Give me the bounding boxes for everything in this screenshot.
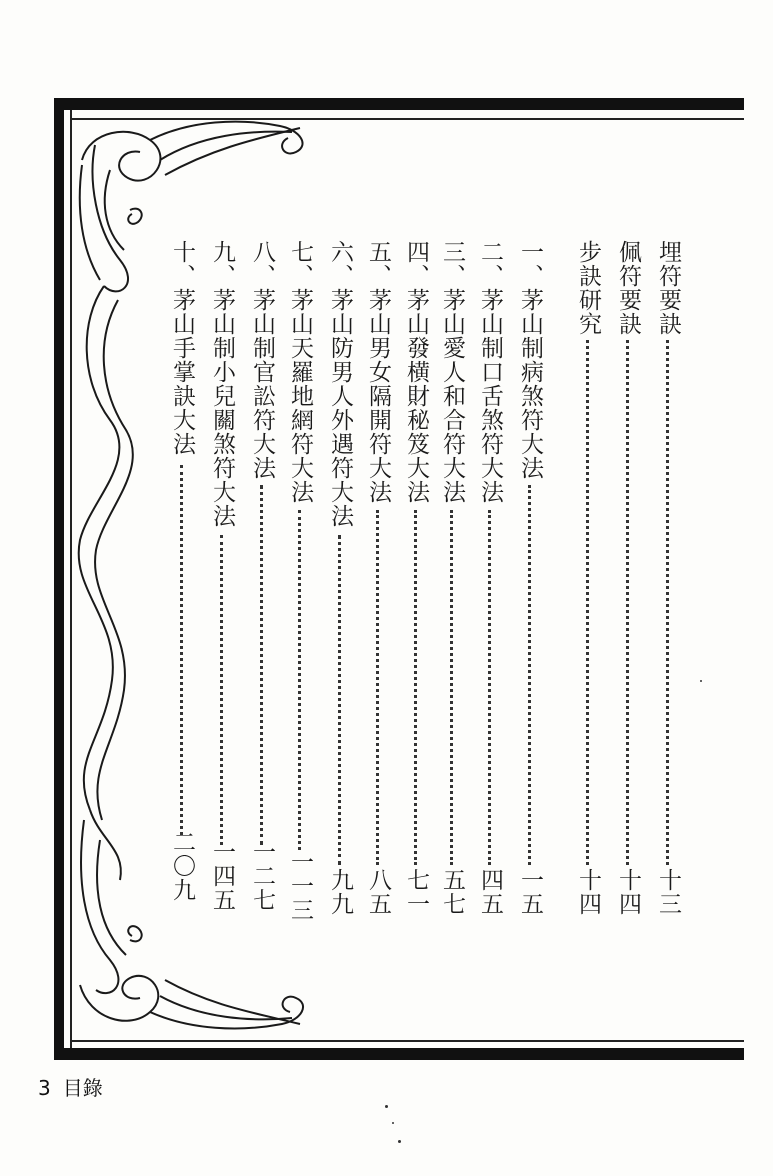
scan-speck: [392, 1122, 394, 1124]
dot-leader: [298, 510, 301, 850]
dot-leader: [414, 510, 417, 865]
toc-entry[interactable]: [358, 240, 398, 920]
section-title: 目錄: [62, 1076, 103, 1100]
entry-page-number: 一五: [517, 868, 543, 916]
entry-page-number: 十四: [575, 868, 601, 916]
page-footer: [38, 1072, 103, 1101]
dot-leader: [626, 340, 629, 865]
entry-title: 一、茅山制病煞符大法: [517, 240, 543, 480]
toc-entry[interactable]: [432, 240, 472, 920]
dot-leader: [586, 340, 589, 865]
entry-page-number: 七一: [403, 868, 429, 916]
dot-leader: [180, 465, 183, 835]
entry-page-number: 八五: [365, 868, 391, 916]
dot-leader: [528, 485, 531, 865]
toc-entry[interactable]: [242, 240, 282, 920]
toc-entry[interactable]: [648, 240, 688, 920]
entry-page-number: 一二七: [249, 840, 275, 912]
dot-leader: [338, 535, 341, 865]
entry-page-number: 一一三: [287, 850, 313, 922]
scan-speck: [385, 1105, 388, 1108]
entry-page-number: 五七: [439, 868, 465, 916]
entry-title: 七、茅山天羅地網符大法: [287, 240, 313, 504]
page-number: 3: [38, 1076, 51, 1100]
entry-page-number: 十四: [615, 868, 641, 916]
entry-page-number: 二〇九: [169, 830, 195, 902]
dot-leader: [220, 535, 223, 845]
entry-title: 二、茅山制口舌煞符大法: [477, 240, 503, 504]
toc-entry[interactable]: [608, 240, 648, 920]
dot-leader: [260, 485, 263, 845]
entry-title: 六、茅山防男人外遇符大法: [327, 240, 353, 528]
entry-title: 四、茅山發横財秘笈大法: [403, 240, 429, 504]
toc-entry[interactable]: [396, 240, 436, 920]
toc-entry[interactable]: [510, 240, 550, 920]
entry-title: 九、茅山制小兒關煞符大法: [209, 240, 235, 528]
entry-page-number: 十三: [655, 868, 681, 916]
entry-title: 八、茅山制官訟符大法: [249, 240, 275, 480]
entry-title: 步訣研究: [575, 240, 601, 336]
scan-speck: [700, 680, 702, 682]
entry-page-number: 四五: [477, 868, 503, 916]
entry-title: 三、茅山愛人和合符大法: [439, 240, 465, 504]
dot-leader: [376, 510, 379, 865]
toc-entry[interactable]: [280, 240, 320, 920]
entry-page-number: 九九: [327, 868, 353, 916]
toc-entry[interactable]: [320, 240, 360, 920]
dot-leader: [488, 510, 491, 865]
entry-title: 佩符要訣: [615, 240, 641, 336]
toc-entry[interactable]: [470, 240, 510, 920]
entry-title: 埋符要訣: [655, 240, 681, 336]
toc-entry[interactable]: [202, 240, 242, 920]
entry-page-number: 一四五: [209, 840, 235, 912]
toc-entry[interactable]: [568, 240, 608, 920]
dot-leader: [450, 510, 453, 865]
entry-title: 十、茅山手掌訣大法: [169, 240, 195, 456]
toc-entry[interactable]: [162, 240, 202, 920]
dot-leader: [666, 340, 669, 865]
entry-title: 五、茅山男女隔開符大法: [365, 240, 391, 504]
scan-speck: [398, 1140, 401, 1143]
